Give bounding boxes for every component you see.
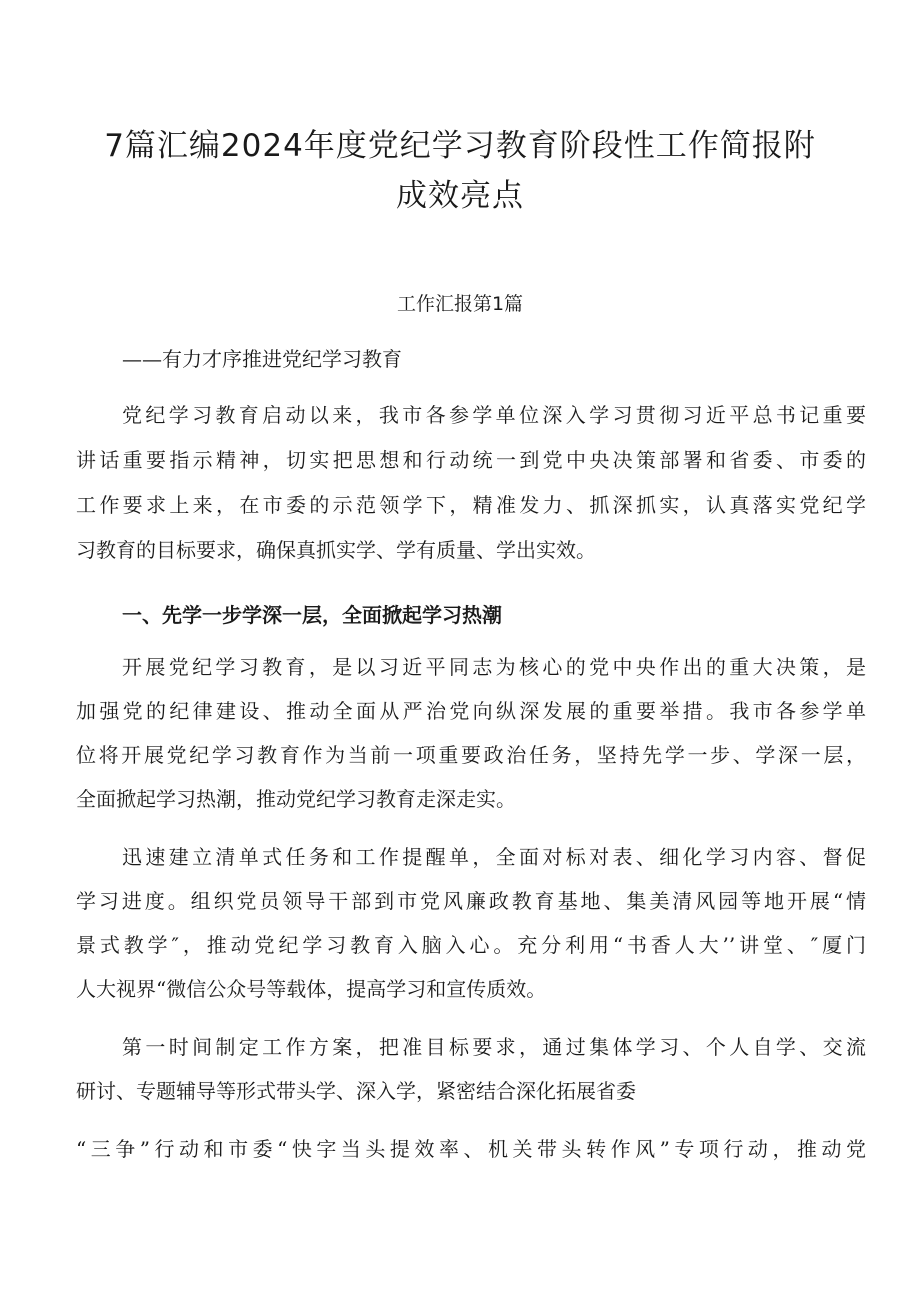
paragraph-line: 开展党纪学习教育，是以习近平同志为核心的党中央作出的重大决策，是 [122,655,866,679]
paragraph-line: 习教育的目标要求，确保真抓实学、学有质量、学出实效。 [76,538,596,562]
paragraph-line: 第一时间制定工作方案，把准目标要求，通过集体学习、个人自学、交流 [122,1035,866,1059]
section-heading: 一、先学一步学深一层，全面掀起学习热潮 [122,603,502,627]
paragraph-line: 加强党的纪律建设、推动全面从严治党向纵深发展的重要举措。我市各参学单 [76,699,866,723]
paragraph-line: 位将开展党纪学习教育作为当前一项重要政治任务，坚持先学一步、学深一层， [76,743,866,767]
document-title-line1: 7篇汇编2024年度党纪学习教育阶段性工作简报附 [104,128,816,164]
paragraph-line: 工作要求上来，在市委的示范领学下，精准发力、抓深抓实，认真落实党纪学 [76,493,866,517]
paragraph-line: 人大视界“微信公众号等载体，提高学习和宣传质效。 [76,977,547,1001]
document-title-line2: 成效亮点 [396,178,524,214]
paragraph-line: “三争”行动和市委“快字当头提效率、机关带头转作风”专项行动，推动党 [76,1137,866,1161]
paragraph-line: 研讨、专题辅导等形式带头学、深入学，紧密结合深化拓展省委 [76,1079,636,1103]
paragraph-line: 景式教学″，推动党纪学习教育入脑入心。充分利用“书香人大’’讲堂、″厦门 [76,933,866,957]
dash-heading: ——有力才序推进党纪学习教育 [122,347,402,371]
paragraph-line: 讲话重要指示精神，切实把思想和行动统一到党中央决策部署和省委、市委的 [76,448,866,472]
paragraph-line: 党纪学习教育启动以来，我市各参学单位深入学习贯彻习近平总书记重要 [122,403,866,427]
paragraph-line: 学习进度。组织党员领导干部到市党风廉政教育基地、集美清风园等地开展“情 [76,889,866,913]
paragraph-line: 全面掀起学习热潮，推动党纪学习教育走深走实。 [76,787,516,811]
paragraph-line: 迅速建立清单式任务和工作提醒单，全面对标对表、细化学习内容、督促 [122,845,866,869]
report-subtitle: 工作汇报第1篇 [396,293,524,315]
